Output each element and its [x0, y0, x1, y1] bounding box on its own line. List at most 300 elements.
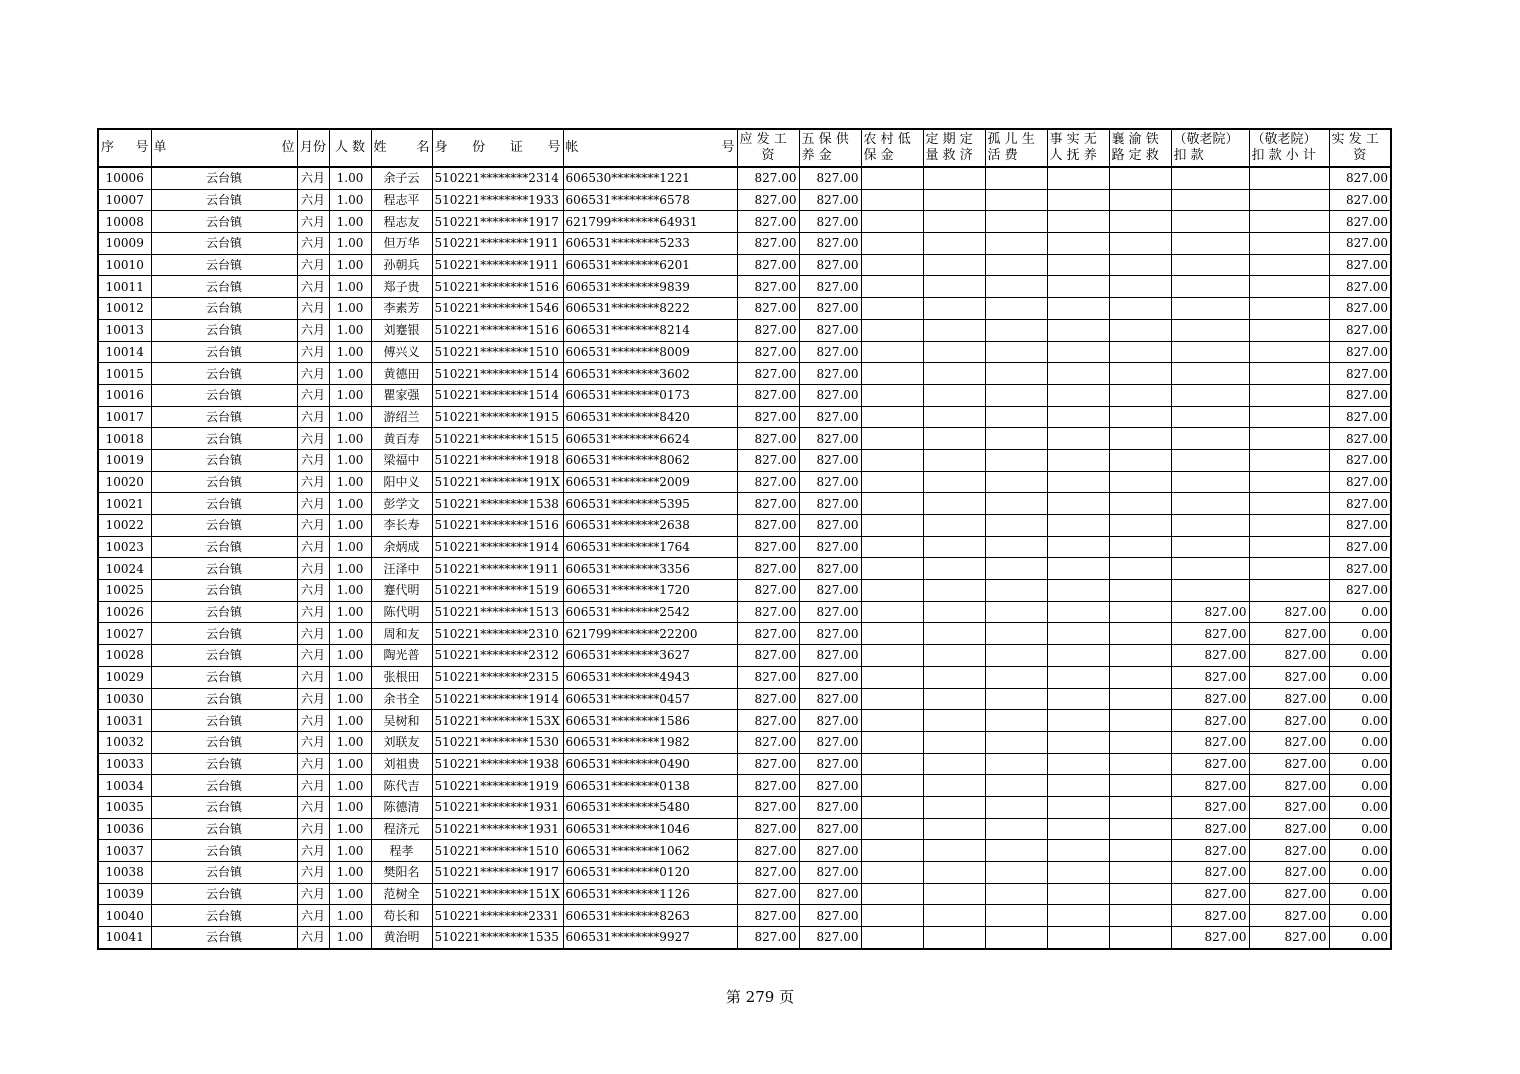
cell-shishi — [1047, 536, 1109, 558]
cell-seq: 10027 — [98, 623, 151, 645]
cell-unit: 云台镇 — [151, 254, 297, 276]
cell-seq: 10035 — [98, 796, 151, 818]
cell-dingqi — [923, 384, 985, 406]
cell-id: 510221********1546 — [432, 298, 563, 320]
cell-account: 606531********1720 — [563, 580, 737, 602]
cell-xiangyu — [1109, 558, 1171, 580]
cell-seq: 10022 — [98, 515, 151, 537]
cell-name: 瞿家强 — [371, 384, 432, 406]
cell-jinglao-deduct: 827.00 — [1171, 623, 1249, 645]
cell-unit: 云台镇 — [151, 298, 297, 320]
cell-name: 蹇代明 — [371, 580, 432, 602]
cell-xiangyu — [1109, 731, 1171, 753]
cell-count: 1.00 — [329, 384, 371, 406]
cell-shishi — [1047, 558, 1109, 580]
cell-dingqi — [923, 927, 985, 949]
cell-jinglao-deduct — [1171, 254, 1249, 276]
cell-unit: 云台镇 — [151, 363, 297, 385]
cell-wubao: 827.00 — [799, 363, 861, 385]
cell-wage-due: 827.00 — [737, 189, 799, 211]
cell-guer — [985, 883, 1047, 905]
cell-wubao: 827.00 — [799, 384, 861, 406]
cell-dingqi — [923, 471, 985, 493]
cell-wubao: 827.00 — [799, 775, 861, 797]
cell-count: 1.00 — [329, 775, 371, 797]
cell-shishi — [1047, 493, 1109, 515]
cell-xiangyu — [1109, 428, 1171, 450]
cell-count: 1.00 — [329, 796, 371, 818]
cell-jinglao-subtotal: 827.00 — [1249, 905, 1329, 927]
cell-dingqi — [923, 753, 985, 775]
table-row — [98, 211, 1391, 233]
cell-jinglao-subtotal: 827.00 — [1249, 688, 1329, 710]
cell-month: 六月 — [297, 666, 329, 688]
cell-account: 606531********8062 — [563, 449, 737, 471]
cell-count: 1.00 — [329, 601, 371, 623]
cell-jinglao-subtotal — [1249, 276, 1329, 298]
cell-unit: 云台镇 — [151, 515, 297, 537]
table-row — [98, 883, 1391, 905]
cell-xiangyu — [1109, 927, 1171, 949]
cell-wage-due: 827.00 — [737, 406, 799, 428]
table-row — [98, 449, 1391, 471]
table-row — [98, 775, 1391, 797]
cell-wage-due: 827.00 — [737, 167, 799, 189]
cell-xiangyu — [1109, 406, 1171, 428]
cell-wage-due: 827.00 — [737, 753, 799, 775]
cell-unit: 云台镇 — [151, 601, 297, 623]
cell-nongcun — [861, 710, 923, 732]
cell-guer — [985, 601, 1047, 623]
cell-id: 510221********1513 — [432, 601, 563, 623]
cell-unit: 云台镇 — [151, 384, 297, 406]
cell-jinglao-subtotal — [1249, 233, 1329, 255]
cell-seq: 10012 — [98, 298, 151, 320]
cell-dingqi — [923, 167, 985, 189]
cell-jinglao-deduct — [1171, 580, 1249, 602]
cell-unit: 云台镇 — [151, 710, 297, 732]
cell-name: 傅兴义 — [371, 341, 432, 363]
cell-wubao: 827.00 — [799, 796, 861, 818]
cell-dingqi — [923, 363, 985, 385]
cell-jinglao-deduct: 827.00 — [1171, 731, 1249, 753]
cell-count: 1.00 — [329, 710, 371, 732]
cell-jinglao-subtotal — [1249, 558, 1329, 580]
cell-dingqi — [923, 796, 985, 818]
cell-name: 黄德田 — [371, 363, 432, 385]
cell-unit: 云台镇 — [151, 731, 297, 753]
cell-month: 六月 — [297, 710, 329, 732]
cell-wubao: 827.00 — [799, 471, 861, 493]
cell-name: 刘联友 — [371, 731, 432, 753]
cell-wage-actual: 827.00 — [1329, 319, 1391, 341]
cell-id: 510221********1911 — [432, 254, 563, 276]
cell-name: 周和友 — [371, 623, 432, 645]
cell-jinglao-subtotal: 827.00 — [1249, 645, 1329, 667]
cell-nongcun — [861, 688, 923, 710]
cell-month: 六月 — [297, 580, 329, 602]
cell-seq: 10018 — [98, 428, 151, 450]
cell-month: 六月 — [297, 688, 329, 710]
cell-wage-due: 827.00 — [737, 731, 799, 753]
cell-wage-actual: 0.00 — [1329, 796, 1391, 818]
table-row — [98, 796, 1391, 818]
cell-account: 606531********8214 — [563, 319, 737, 341]
cell-wage-due: 827.00 — [737, 341, 799, 363]
cell-unit: 云台镇 — [151, 623, 297, 645]
cell-name: 吴树和 — [371, 710, 432, 732]
cell-dingqi — [923, 775, 985, 797]
cell-wubao: 827.00 — [799, 905, 861, 927]
cell-wubao: 827.00 — [799, 493, 861, 515]
cell-xiangyu — [1109, 753, 1171, 775]
cell-wage-due: 827.00 — [737, 384, 799, 406]
cell-jinglao-deduct — [1171, 449, 1249, 471]
cell-id: 510221********153X — [432, 710, 563, 732]
cell-jinglao-subtotal: 827.00 — [1249, 753, 1329, 775]
cell-name: 陶光普 — [371, 645, 432, 667]
cell-jinglao-subtotal — [1249, 211, 1329, 233]
cell-unit: 云台镇 — [151, 471, 297, 493]
cell-nongcun — [861, 471, 923, 493]
table-row — [98, 862, 1391, 884]
cell-jinglao-deduct: 827.00 — [1171, 601, 1249, 623]
cell-xiangyu — [1109, 449, 1171, 471]
cell-guer — [985, 384, 1047, 406]
cell-count: 1.00 — [329, 927, 371, 949]
cell-wage-due: 827.00 — [737, 796, 799, 818]
cell-count: 1.00 — [329, 449, 371, 471]
cell-dingqi — [923, 298, 985, 320]
cell-jinglao-subtotal — [1249, 167, 1329, 189]
cell-month: 六月 — [297, 645, 329, 667]
cell-dingqi — [923, 862, 985, 884]
cell-xiangyu — [1109, 536, 1171, 558]
cell-wage-actual: 0.00 — [1329, 645, 1391, 667]
cell-account: 606531********1062 — [563, 840, 737, 862]
cell-count: 1.00 — [329, 753, 371, 775]
cell-count: 1.00 — [329, 319, 371, 341]
cell-wubao: 827.00 — [799, 710, 861, 732]
cell-shishi — [1047, 580, 1109, 602]
cell-month: 六月 — [297, 536, 329, 558]
cell-jinglao-subtotal — [1249, 536, 1329, 558]
cell-seq: 10032 — [98, 731, 151, 753]
cell-unit: 云台镇 — [151, 840, 297, 862]
cell-xiangyu — [1109, 298, 1171, 320]
cell-nongcun — [861, 254, 923, 276]
cell-dingqi — [923, 688, 985, 710]
cell-wage-actual: 0.00 — [1329, 862, 1391, 884]
table-row — [98, 341, 1391, 363]
cell-shishi — [1047, 818, 1109, 840]
cell-name: 程孝 — [371, 840, 432, 862]
cell-count: 1.00 — [329, 818, 371, 840]
table-row — [98, 753, 1391, 775]
cell-shishi — [1047, 319, 1109, 341]
cell-name: 彭学文 — [371, 493, 432, 515]
cell-account: 606531********0457 — [563, 688, 737, 710]
header-dingqi: 定 期 定 量 救 济 — [923, 129, 985, 167]
cell-jinglao-deduct — [1171, 406, 1249, 428]
cell-guer — [985, 818, 1047, 840]
cell-guer — [985, 862, 1047, 884]
cell-guer — [985, 449, 1047, 471]
header-wage-due: 应 发 工 资 — [737, 129, 799, 167]
cell-count: 1.00 — [329, 558, 371, 580]
cell-jinglao-subtotal: 827.00 — [1249, 623, 1329, 645]
cell-jinglao-deduct — [1171, 189, 1249, 211]
cell-account: 606531********2638 — [563, 515, 737, 537]
cell-shishi — [1047, 666, 1109, 688]
page-number: 第 279 页 — [725, 988, 795, 1006]
header-guer: 孤 儿 生 活 费 — [985, 129, 1047, 167]
cell-wubao: 827.00 — [799, 645, 861, 667]
cell-nongcun — [861, 840, 923, 862]
cell-xiangyu — [1109, 341, 1171, 363]
cell-name: 樊阳名 — [371, 862, 432, 884]
cell-count: 1.00 — [329, 428, 371, 450]
cell-jinglao-deduct: 827.00 — [1171, 862, 1249, 884]
cell-seq: 10030 — [98, 688, 151, 710]
cell-seq: 10017 — [98, 406, 151, 428]
cell-wage-actual: 0.00 — [1329, 623, 1391, 645]
cell-wage-due: 827.00 — [737, 558, 799, 580]
cell-account: 606531********9839 — [563, 276, 737, 298]
cell-nongcun — [861, 319, 923, 341]
cell-name: 程志友 — [371, 211, 432, 233]
cell-wage-due: 827.00 — [737, 666, 799, 688]
cell-seq: 10037 — [98, 840, 151, 862]
cell-xiangyu — [1109, 319, 1171, 341]
cell-xiangyu — [1109, 254, 1171, 276]
cell-name: 梁福中 — [371, 449, 432, 471]
cell-guer — [985, 167, 1047, 189]
cell-jinglao-deduct — [1171, 211, 1249, 233]
cell-wage-due: 827.00 — [737, 298, 799, 320]
cell-wubao: 827.00 — [799, 428, 861, 450]
cell-wage-actual: 827.00 — [1329, 167, 1391, 189]
cell-jinglao-subtotal: 827.00 — [1249, 710, 1329, 732]
cell-account: 606531********5480 — [563, 796, 737, 818]
cell-id: 510221********1535 — [432, 927, 563, 949]
cell-wage-due: 827.00 — [737, 688, 799, 710]
cell-nongcun — [861, 341, 923, 363]
cell-shishi — [1047, 449, 1109, 471]
cell-seq: 10020 — [98, 471, 151, 493]
cell-account: 606531********2009 — [563, 471, 737, 493]
cell-unit: 云台镇 — [151, 341, 297, 363]
cell-guer — [985, 927, 1047, 949]
cell-id: 510221********1911 — [432, 558, 563, 580]
cell-wubao: 827.00 — [799, 883, 861, 905]
cell-name: 陈代明 — [371, 601, 432, 623]
cell-wage-due: 827.00 — [737, 601, 799, 623]
cell-shishi — [1047, 710, 1109, 732]
table-body — [98, 167, 1391, 949]
cell-wage-due: 827.00 — [737, 254, 799, 276]
cell-wage-actual: 827.00 — [1329, 515, 1391, 537]
cell-nongcun — [861, 666, 923, 688]
cell-account: 606531********0120 — [563, 862, 737, 884]
cell-account: 606531********6578 — [563, 189, 737, 211]
cell-count: 1.00 — [329, 883, 371, 905]
cell-dingqi — [923, 818, 985, 840]
cell-wubao: 827.00 — [799, 167, 861, 189]
cell-month: 六月 — [297, 471, 329, 493]
cell-wubao: 827.00 — [799, 840, 861, 862]
cell-id: 510221********1514 — [432, 384, 563, 406]
cell-shishi — [1047, 471, 1109, 493]
cell-shishi — [1047, 883, 1109, 905]
cell-account: 606531********8009 — [563, 341, 737, 363]
cell-jinglao-subtotal: 827.00 — [1249, 731, 1329, 753]
cell-month: 六月 — [297, 276, 329, 298]
cell-dingqi — [923, 558, 985, 580]
cell-name: 余炳成 — [371, 536, 432, 558]
cell-nongcun — [861, 536, 923, 558]
cell-wage-due: 827.00 — [737, 449, 799, 471]
header-month: 月份 — [297, 129, 329, 167]
header-jinglao-subtotal: （敬老院） 扣 款 小 计 — [1249, 129, 1329, 167]
cell-nongcun — [861, 493, 923, 515]
cell-nongcun — [861, 905, 923, 927]
cell-jinglao-deduct: 827.00 — [1171, 753, 1249, 775]
cell-account: 606531********0490 — [563, 753, 737, 775]
cell-wubao: 827.00 — [799, 818, 861, 840]
cell-unit: 云台镇 — [151, 883, 297, 905]
cell-account: 606531********0173 — [563, 384, 737, 406]
cell-account: 606531********3627 — [563, 645, 737, 667]
cell-id: 510221********1931 — [432, 818, 563, 840]
cell-wage-due: 827.00 — [737, 862, 799, 884]
cell-wage-actual: 827.00 — [1329, 428, 1391, 450]
cell-dingqi — [923, 580, 985, 602]
cell-guer — [985, 753, 1047, 775]
cell-id: 510221********1519 — [432, 580, 563, 602]
header-name: 姓 名 — [371, 129, 432, 167]
cell-id: 510221********1530 — [432, 731, 563, 753]
cell-shishi — [1047, 688, 1109, 710]
cell-guer — [985, 406, 1047, 428]
table-row — [98, 471, 1391, 493]
cell-dingqi — [923, 254, 985, 276]
cell-jinglao-subtotal — [1249, 189, 1329, 211]
cell-wage-due: 827.00 — [737, 710, 799, 732]
cell-account: 621799********22200 — [563, 623, 737, 645]
cell-unit: 云台镇 — [151, 276, 297, 298]
cell-id: 510221********1538 — [432, 493, 563, 515]
cell-month: 六月 — [297, 883, 329, 905]
cell-seq: 10006 — [98, 167, 151, 189]
cell-jinglao-subtotal — [1249, 298, 1329, 320]
cell-seq: 10015 — [98, 363, 151, 385]
cell-nongcun — [861, 775, 923, 797]
cell-wage-actual: 827.00 — [1329, 298, 1391, 320]
cell-dingqi — [923, 905, 985, 927]
cell-nongcun — [861, 862, 923, 884]
cell-xiangyu — [1109, 883, 1171, 905]
cell-wubao: 827.00 — [799, 449, 861, 471]
cell-jinglao-subtotal — [1249, 341, 1329, 363]
cell-guer — [985, 211, 1047, 233]
cell-unit: 云台镇 — [151, 666, 297, 688]
cell-shishi — [1047, 753, 1109, 775]
cell-count: 1.00 — [329, 211, 371, 233]
cell-wubao: 827.00 — [799, 623, 861, 645]
cell-month: 六月 — [297, 428, 329, 450]
cell-nongcun — [861, 796, 923, 818]
cell-jinglao-subtotal — [1249, 384, 1329, 406]
cell-guer — [985, 254, 1047, 276]
cell-seq: 10021 — [98, 493, 151, 515]
cell-wage-actual: 827.00 — [1329, 211, 1391, 233]
table-row — [98, 428, 1391, 450]
cell-count: 1.00 — [329, 623, 371, 645]
cell-jinglao-deduct — [1171, 298, 1249, 320]
cell-count: 1.00 — [329, 254, 371, 276]
table-row — [98, 536, 1391, 558]
cell-month: 六月 — [297, 211, 329, 233]
cell-wage-actual: 827.00 — [1329, 341, 1391, 363]
cell-count: 1.00 — [329, 363, 371, 385]
cell-xiangyu — [1109, 276, 1171, 298]
cell-month: 六月 — [297, 753, 329, 775]
cell-seq: 10036 — [98, 818, 151, 840]
cell-jinglao-deduct — [1171, 558, 1249, 580]
cell-wubao: 827.00 — [799, 536, 861, 558]
cell-month: 六月 — [297, 406, 329, 428]
cell-account: 606531********1046 — [563, 818, 737, 840]
cell-seq: 10023 — [98, 536, 151, 558]
header-count: 人 数 — [329, 129, 371, 167]
cell-unit: 云台镇 — [151, 796, 297, 818]
cell-jinglao-subtotal: 827.00 — [1249, 927, 1329, 949]
cell-wage-due: 827.00 — [737, 319, 799, 341]
cell-id: 510221********1515 — [432, 428, 563, 450]
cell-shishi — [1047, 298, 1109, 320]
cell-seq: 10033 — [98, 753, 151, 775]
cell-jinglao-subtotal — [1249, 254, 1329, 276]
cell-xiangyu — [1109, 363, 1171, 385]
cell-jinglao-deduct: 827.00 — [1171, 710, 1249, 732]
cell-wage-actual: 827.00 — [1329, 536, 1391, 558]
table-row — [98, 233, 1391, 255]
cell-wubao: 827.00 — [799, 233, 861, 255]
cell-jinglao-deduct: 827.00 — [1171, 688, 1249, 710]
cell-month: 六月 — [297, 189, 329, 211]
cell-unit: 云台镇 — [151, 558, 297, 580]
cell-xiangyu — [1109, 905, 1171, 927]
cell-month: 六月 — [297, 601, 329, 623]
cell-xiangyu — [1109, 623, 1171, 645]
cell-nongcun — [861, 645, 923, 667]
cell-xiangyu — [1109, 818, 1171, 840]
table-row — [98, 840, 1391, 862]
cell-guer — [985, 731, 1047, 753]
cell-count: 1.00 — [329, 298, 371, 320]
cell-name: 郑子贵 — [371, 276, 432, 298]
cell-wage-actual: 0.00 — [1329, 753, 1391, 775]
cell-wage-actual: 0.00 — [1329, 666, 1391, 688]
cell-jinglao-deduct — [1171, 384, 1249, 406]
cell-name: 汪泽中 — [371, 558, 432, 580]
table-row — [98, 710, 1391, 732]
cell-account: 606531********8420 — [563, 406, 737, 428]
cell-guer — [985, 623, 1047, 645]
cell-nongcun — [861, 384, 923, 406]
cell-wage-due: 827.00 — [737, 493, 799, 515]
